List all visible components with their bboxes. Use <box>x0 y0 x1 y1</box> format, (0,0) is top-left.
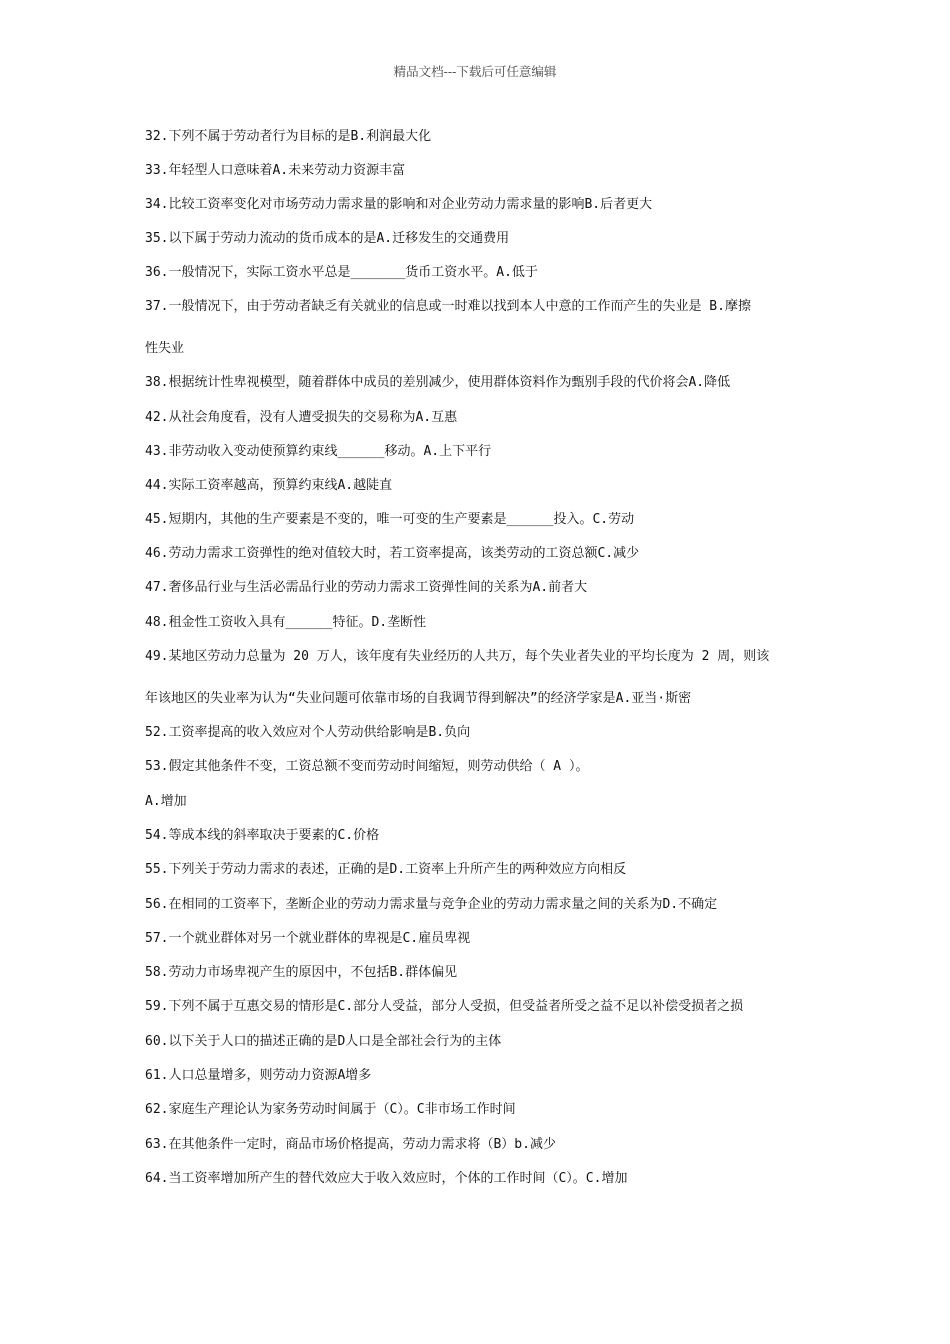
text-line: 52.工资率提高的收入效应对个人劳动供给影响是B.负向 <box>145 725 471 740</box>
text-line: 32.下列不属于劳动者行为目标的是B.利润最大化 <box>145 129 432 144</box>
text-line: 44.实际工资率越高，预算约束线A.越陡直 <box>145 478 393 493</box>
text-line: 36.一般情况下，实际工资水平总是_______货币工资水平。A.低于 <box>145 265 538 280</box>
text-line: A.增加 <box>145 794 187 809</box>
text-line: 性失业 <box>145 341 185 356</box>
text-line: 37.一般情况下，由于劳动者缺乏有关就业的信息或一时难以找到本人中意的工作而产生的失业是 B.摩擦 <box>145 299 751 314</box>
page-header: 精品文档---下载后可任意编辑 <box>393 64 557 79</box>
text-line: 58.劳动力市场卑视产生的原因中，不包括B.群体偏见 <box>145 965 458 980</box>
text-line: 42.从社会角度看，没有人遭受损失的交易称为A.互惠 <box>145 410 458 425</box>
text-line: 60.以下关于人口的描述正确的是D人口是全部社会行为的主体 <box>145 1034 502 1049</box>
text-line: 47.奢侈品行业与生活必需品行业的劳动力需求工资弹性间的关系为A.前者大 <box>145 580 588 595</box>
text-line: 55.下列关于劳动力需求的表述，正确的是D.工资率上升所产生的两种效应方向相反 <box>145 862 627 877</box>
text-line: 45.短期内，其他的生产要素是不变的，唯一可变的生产要素是______投入。C.劳动 <box>145 512 635 527</box>
text-line: 49.某地区劳动力总量为 20 万人，该年度有失业经历的人共万，每个失业者失业的平均长度为 2 周，则该 <box>145 649 770 664</box>
text-line: 53.假定其他条件不变，工资总额不变而劳动时间缩短，则劳动供给（ A ）。 <box>145 759 589 774</box>
text-line: 61.人口总量增多，则劳动力资源A增多 <box>145 1068 372 1083</box>
text-line: 35.以下属于劳动力流动的货币成本的是A.迁移发生的交通费用 <box>145 231 510 246</box>
text-line: 54.等成本线的斜率取决于要素的C.价格 <box>145 828 380 843</box>
text-line: 56.在相同的工资率下，垄断企业的劳动力需求量与竞争企业的劳动力需求量之间的关系为D.不确定 <box>145 897 718 912</box>
text-line: 62.家庭生产理论认为家务劳动时间属于（C）。C非市场工作时间 <box>145 1102 516 1117</box>
text-line: 57.一个就业群体对另一个就业群体的卑视是C.雇员卑视 <box>145 931 471 946</box>
text-line: 38.根据统计性卑视模型，随着群体中成员的差别减少，使用群体资料作为甄别手段的代价将会A.降低 <box>145 375 731 390</box>
text-line: 年该地区的失业率为认为“失业问题可依靠市场的自我调节得到解决”的经济学家是A.亚当·斯密 <box>145 691 692 706</box>
text-line: 59.下列不属于互惠交易的情形是C.部分人受益，部分人受损，但受益者所受之益不足以补偿受损者之损 <box>145 999 744 1014</box>
text-line: 63.在其他条件一定时，商品市场价格提高，劳动力需求将（B）b.减少 <box>145 1137 556 1152</box>
text-line: 64.当工资率增加所产生的替代效应大于收入效应时，个体的工作时间（C）。C.增加 <box>145 1171 628 1186</box>
text-line: 33.年轻型人口意味着A.未来劳动力资源丰富 <box>145 163 406 178</box>
text-line: 46.劳动力需求工资弹性的绝对值较大时，若工资率提高，该类劳动的工资总额C.减少 <box>145 546 640 561</box>
text-line: 48.租金性工资收入具有______特征。D.垄断性 <box>145 615 427 630</box>
text-line: 43.非劳动收入变动使预算约束线______移动。A.上下平行 <box>145 444 492 459</box>
text-line: 34.比较工资率变化对市场劳动力需求量的影响和对企业劳动力需求量的影响B.后者更大 <box>145 197 653 212</box>
